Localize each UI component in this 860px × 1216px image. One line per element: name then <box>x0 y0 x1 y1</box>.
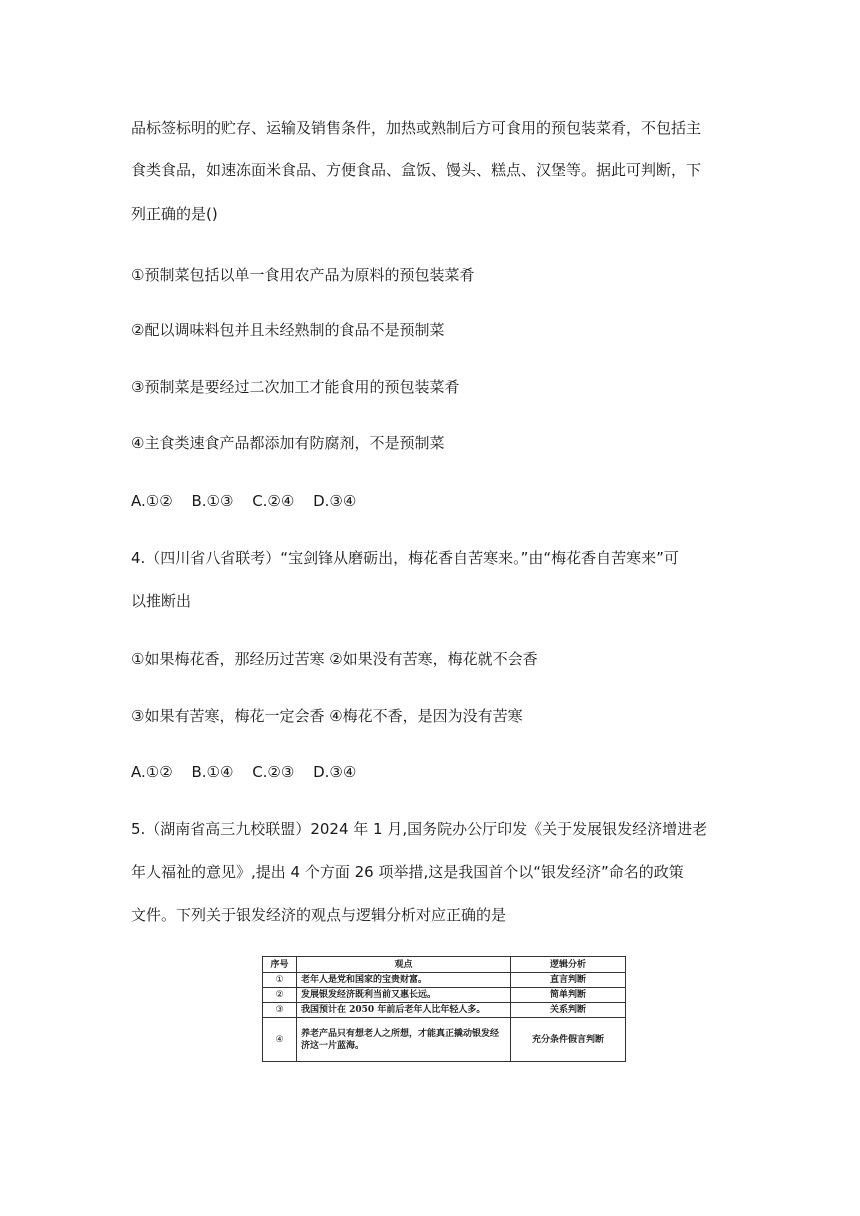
table-row <box>263 1003 626 1018</box>
q5-line-1: 5.（湖南省高三九校联盟）2024 年 1 月,国务院办公厅印发《关于发展银发经济增进老 <box>131 820 708 838</box>
logic-table <box>262 956 626 1062</box>
row-analysis: 关系判断 <box>511 1003 626 1018</box>
intro-line-1: 品标签标明的贮存、运输及销售条件，加热或熟制后方可食用的预包装菜肴，不包括主 <box>131 119 702 137</box>
q3-option-c: C.②④ <box>252 492 295 510</box>
row-view: 养老产品只有想老人之所想，才能真正撬动银发经济这一片蓝海。 <box>297 1018 511 1062</box>
row-view: 我国预计在 2050 年前后老年人比年轻人多。 <box>297 1003 511 1018</box>
q4-statement-1: ①如果梅花香，那经历过苦寒 ②如果没有苦寒，梅花就不会香 <box>131 650 538 668</box>
table-row <box>263 1018 626 1062</box>
q3-statement-2: ②配以调味料包并且未经熟制的食品不是预制菜 <box>131 321 445 339</box>
row-view: 老年人是党和国家的宝贵财富。 <box>297 973 511 988</box>
table-row <box>263 988 626 1003</box>
table-header-row <box>263 957 626 973</box>
row-number: ④ <box>263 1018 297 1062</box>
q4-option-a: A.①② <box>131 763 173 781</box>
q4-line-1: 4.（四川省八省联考）“宝剑锋从磨砺出，梅花香自苦寒来。”由“梅花香自苦寒来”可 <box>131 549 679 567</box>
header-view: 观点 <box>297 957 511 973</box>
intro-line-2: 食类食品，如速冻面米食品、方便食品、盒饭、馒头、糕点、汉堡等。据此可判断，下 <box>131 161 702 179</box>
row-analysis: 直言判断 <box>511 973 626 988</box>
header-number: 序号 <box>263 957 297 973</box>
row-number: ③ <box>263 1003 297 1018</box>
q3-statement-3: ③预制菜是要经过二次加工才能食用的预包装菜肴 <box>131 378 460 396</box>
q4-options <box>131 762 370 782</box>
q3-statement-4: ④主食类速食产品都添加有防腐剂，不是预制菜 <box>131 434 445 452</box>
q4-option-b: B.①④ <box>191 763 234 781</box>
table-row <box>263 973 626 988</box>
q3-option-b: B.①③ <box>191 492 234 510</box>
q4-statement-2: ③如果有苦寒，梅花一定会香 ④梅花不香，是因为没有苦寒 <box>131 707 523 725</box>
q3-options <box>131 491 370 511</box>
q4-option-c: C.②③ <box>252 763 295 781</box>
q3-statement-1: ①预制菜包括以单一食用农产品为原料的预包装菜肴 <box>131 266 475 284</box>
row-analysis: 简单判断 <box>511 988 626 1003</box>
q5-line-2: 年人福祉的意见》,提出 4 个方面 26 项举措,这是我国首个以“银发经济”命名的政策 <box>131 863 684 881</box>
q3-option-a: A.①② <box>131 492 173 510</box>
q5-line-3: 文件。下列关于银发经济的观点与逻辑分析对应正确的是 <box>131 906 507 924</box>
q4-line-2: 以推断出 <box>131 592 192 610</box>
row-number: ② <box>263 988 297 1003</box>
header-analysis: 逻辑分析 <box>511 957 626 973</box>
row-analysis: 充分条件假言判断 <box>511 1018 626 1062</box>
q4-option-d: D.③④ <box>313 763 357 781</box>
row-number: ① <box>263 973 297 988</box>
q3-option-d: D.③④ <box>313 492 357 510</box>
intro-line-3: 列正确的是() <box>131 205 218 223</box>
row-view: 发展银发经济既利当前又惠长远。 <box>297 988 511 1003</box>
